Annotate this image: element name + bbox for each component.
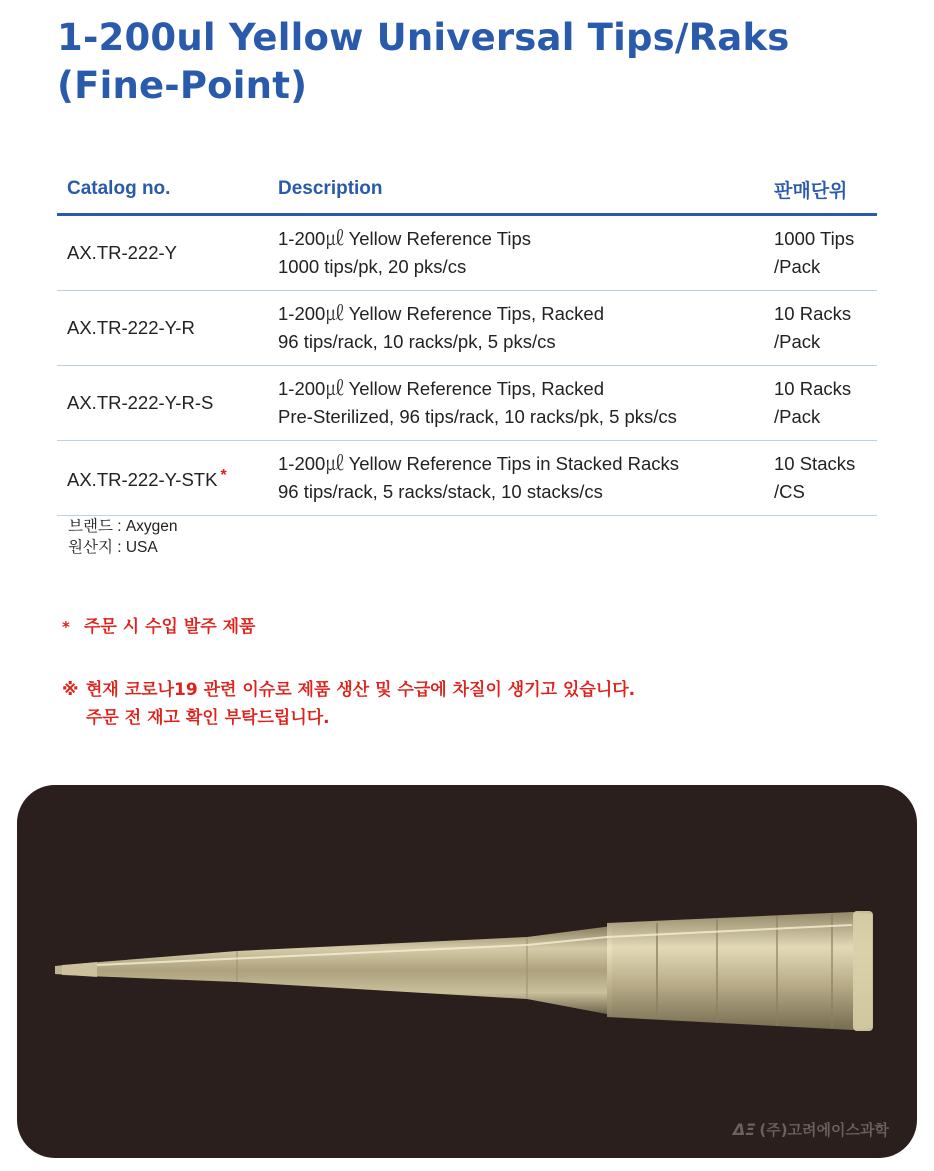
unit-cell <box>764 440 877 515</box>
catalog-number: AX.TR-222-Y-STK <box>67 468 218 490</box>
catalog-number: AX.TR-222-Y-R <box>67 316 195 338</box>
unit-cell <box>764 365 877 440</box>
description-cell <box>268 365 764 440</box>
catalog-number: AX.TR-222-Y-R-S <box>67 391 214 413</box>
catalog-cell <box>57 290 268 365</box>
description-line-2: 96 tips/rack, 10 racks/pk, 5 pks/cs <box>278 330 556 352</box>
table-row <box>57 365 877 440</box>
description-line-2: 96 tips/rack, 5 racks/stack, 10 stacks/cs <box>278 480 603 502</box>
catalog-number: AX.TR-222-Y <box>67 241 178 263</box>
description-line-2: Pre-Sterilized, 96 tips/rack, 10 racks/pk, 5 pks/cs <box>278 405 677 427</box>
import-asterisk: * <box>220 466 227 484</box>
table-row <box>57 440 877 515</box>
reference-mark: ※ <box>62 680 79 700</box>
catalog-cell <box>57 214 268 290</box>
supply-notice-line-2: 주문 전 재고 확인 부탁드립니다. <box>86 708 330 728</box>
tip-fine-point <box>55 962 97 977</box>
table-header-row <box>57 166 877 214</box>
title-line-1: 1-200ul Yellow Universal Tips/Raks <box>57 16 790 59</box>
description-line-1: 1-200㎕ Yellow Reference Tips in Stacked Racks <box>278 452 680 474</box>
import-note <box>62 612 255 637</box>
company-watermark <box>733 1119 889 1140</box>
asterisk-mark: * <box>62 618 70 636</box>
unit-line-2: /Pack <box>774 405 821 427</box>
description-line-1: 1-200㎕ Yellow Reference Tips, Racked <box>278 302 604 324</box>
company-logo-icon: ΔΞ <box>732 1120 756 1139</box>
unit-line-1: 10 Racks <box>774 302 852 324</box>
unit-line-2: /Pack <box>774 330 821 352</box>
description-line-2: 1000 tips/pk, 20 pks/cs <box>278 255 467 277</box>
import-note-text: 주문 시 수입 발주 제품 <box>84 617 256 637</box>
product-meta <box>68 516 178 558</box>
unit-cell <box>764 290 877 365</box>
description-line-1: 1-200㎕ Yellow Reference Tips <box>278 227 531 249</box>
unit-line-2: /CS <box>774 480 805 502</box>
unit-line-1: 1000 Tips <box>774 227 855 249</box>
catalog-cell <box>57 365 268 440</box>
catalog-table <box>57 166 877 516</box>
unit-cell <box>764 214 877 290</box>
description-cell <box>268 440 764 515</box>
description-line-1: 1-200㎕ Yellow Reference Tips, Racked <box>278 377 604 399</box>
unit-line-1: 10 Stacks <box>774 452 856 474</box>
pipette-tip-illustration <box>17 785 917 1158</box>
description-cell <box>268 290 764 365</box>
product-photo <box>17 785 917 1158</box>
tip-body <box>62 926 612 1015</box>
header-unit: 판매단위 <box>764 166 877 214</box>
supply-notice <box>62 676 635 732</box>
catalog-cell <box>57 440 268 515</box>
title-line-2: (Fine-Point) <box>57 64 308 107</box>
header-catalog: Catalog no. <box>57 166 268 214</box>
origin-text: 원산지 : USA <box>68 539 158 556</box>
unit-line-1: 10 Racks <box>774 377 852 399</box>
table-row <box>57 290 877 365</box>
header-description: Description <box>268 166 764 214</box>
tip-rim <box>853 911 873 1031</box>
table-row <box>57 214 877 290</box>
unit-line-2: /Pack <box>774 255 821 277</box>
description-cell <box>268 214 764 290</box>
company-name: (주)고려에이스과학 <box>759 1121 889 1139</box>
page-title <box>57 14 917 110</box>
supply-notice-line-1: 현재 코로나19 관련 이슈로 제품 생산 및 수급에 차질이 생기고 있습니다. <box>86 680 636 700</box>
brand-text: 브랜드 : Axygen <box>68 518 178 535</box>
